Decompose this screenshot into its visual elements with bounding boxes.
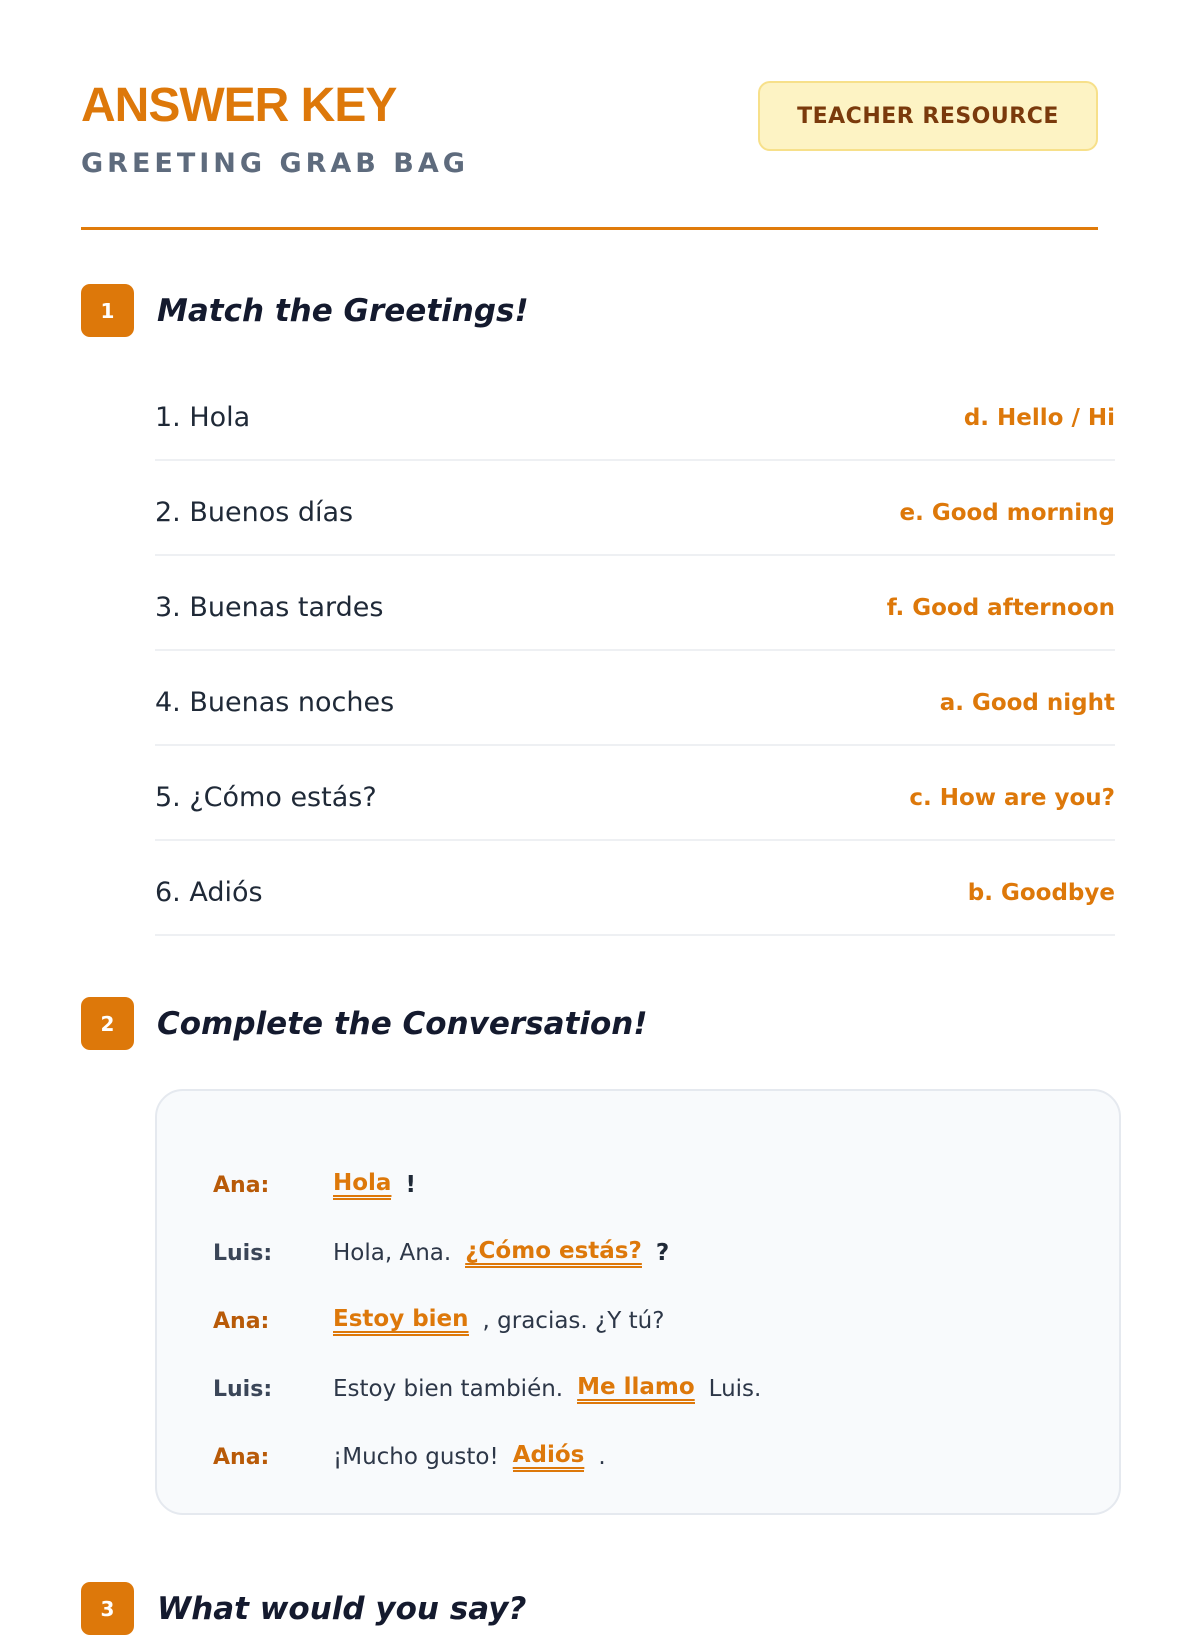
match-row	[155, 841, 1115, 936]
line-text-after: Luis.	[708, 1376, 762, 1402]
match-row	[155, 556, 1115, 651]
line-text-after: ?	[655, 1240, 670, 1266]
conversation-line	[213, 1355, 1119, 1423]
match-answer: d. Hello / Hi	[963, 404, 1115, 431]
section-1-number: 1	[81, 284, 134, 337]
speaker-label: Ana:	[213, 1308, 270, 1334]
filled-answer: ¿Cómo estás?	[465, 1238, 642, 1268]
match-answer: f. Good afternoon	[886, 594, 1115, 621]
conversation-line	[213, 1151, 1119, 1219]
filled-answer: Adiós	[513, 1442, 585, 1472]
line-text-before: Hola, Ana.	[333, 1240, 452, 1266]
match-row	[155, 461, 1115, 556]
speaker-label: Luis:	[213, 1376, 273, 1402]
section-2-number: 2	[81, 997, 134, 1050]
section-3-number: 3	[81, 1582, 134, 1635]
match-spanish: 4. Buenas noches	[155, 687, 395, 718]
match-list	[155, 366, 1115, 936]
page-subtitle: GREETING GRAB BAG	[81, 148, 469, 179]
line-text-after: !	[405, 1172, 416, 1198]
match-spanish: 2. Buenos días	[155, 497, 354, 528]
match-answer: c. How are you?	[909, 784, 1115, 811]
line-text-after: , gracias. ¿Y tú?	[482, 1308, 665, 1334]
speaker-label: Luis:	[213, 1240, 273, 1266]
section-2-heading	[81, 997, 648, 1050]
line-text-before: Estoy bien también.	[333, 1376, 564, 1402]
conversation-line	[213, 1287, 1119, 1355]
section-3-heading	[81, 1582, 526, 1635]
header	[81, 0, 1098, 230]
match-spanish: 3. Buenas tardes	[155, 592, 384, 623]
line-text-before: ¡Mucho gusto!	[333, 1444, 499, 1470]
conversation-box	[155, 1089, 1121, 1515]
match-row	[155, 746, 1115, 841]
speaker-label: Ana:	[213, 1172, 270, 1198]
line-text-after: .	[598, 1444, 606, 1470]
section-1-title: Match the Greetings!	[157, 292, 529, 329]
conversation-line	[213, 1219, 1119, 1287]
match-spanish: 6. Adiós	[155, 877, 263, 908]
section-2-title: Complete the Conversation!	[157, 1005, 648, 1042]
match-row	[155, 651, 1115, 746]
match-spanish: 5. ¿Cómo estás?	[155, 782, 377, 813]
teacher-resource-badge: TEACHER RESOURCE	[758, 81, 1098, 151]
section-3-title: What would you say?	[157, 1590, 527, 1627]
match-spanish: 1. Hola	[155, 402, 251, 433]
page-title: ANSWER KEY	[81, 79, 397, 132]
speaker-label: Ana:	[213, 1444, 270, 1470]
match-row	[155, 366, 1115, 461]
conversation-line	[213, 1423, 1119, 1491]
filled-answer: Hola	[333, 1170, 391, 1200]
filled-answer: Me llamo	[577, 1374, 695, 1404]
filled-answer: Estoy bien	[333, 1306, 469, 1336]
match-answer: e. Good morning	[899, 499, 1115, 526]
section-1-heading	[81, 284, 529, 337]
match-answer: b. Goodbye	[967, 879, 1115, 906]
match-answer: a. Good night	[939, 689, 1115, 716]
